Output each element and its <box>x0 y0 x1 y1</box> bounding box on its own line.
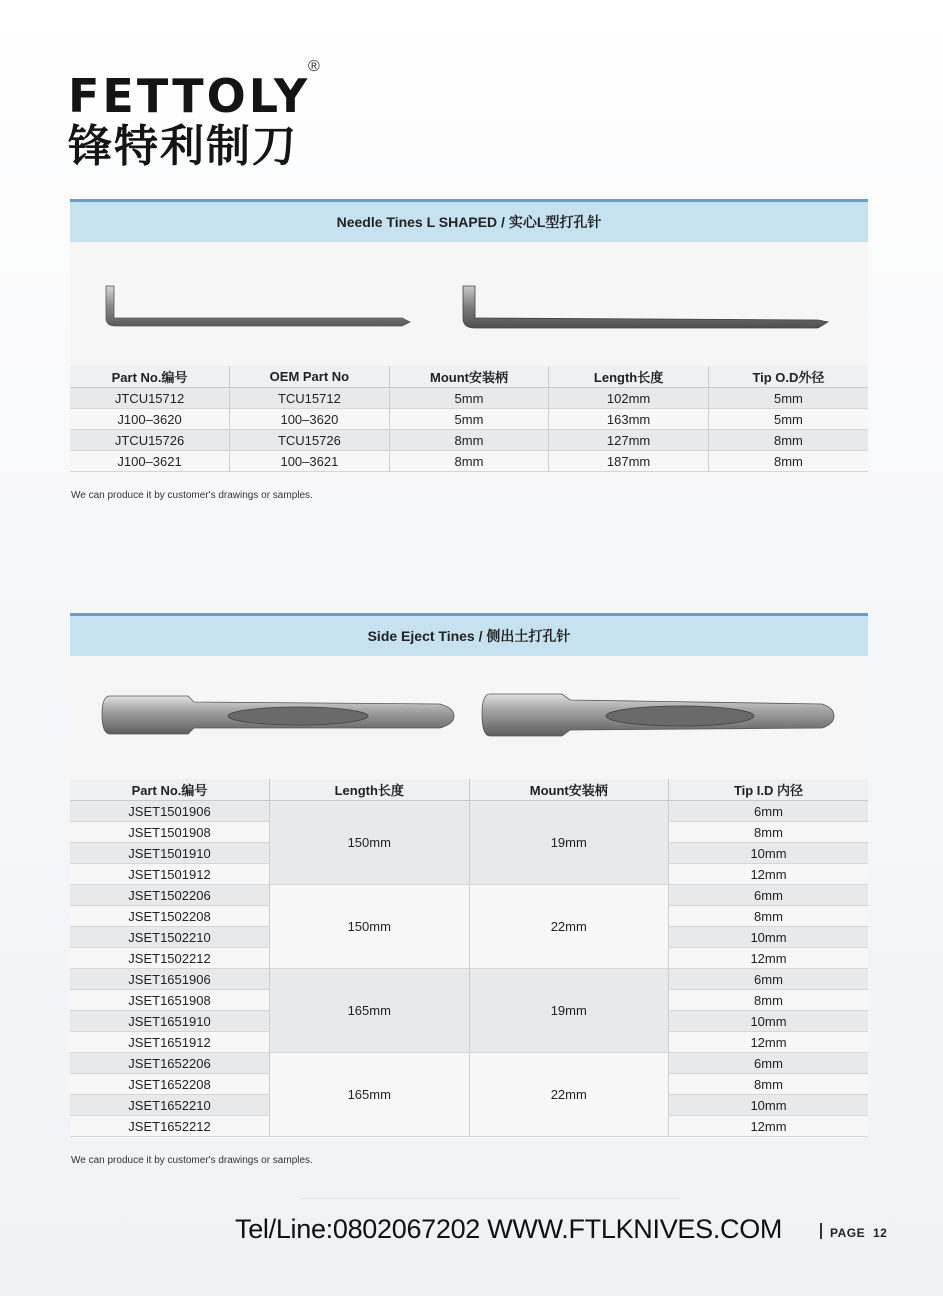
column-header: Tip O.D外径 <box>708 366 868 388</box>
mount-cell: 22mm <box>469 1053 669 1137</box>
column-header: Mount安装柄 <box>469 779 669 801</box>
tip-id-cell: 12mm <box>669 948 869 969</box>
column-header: OEM Part No <box>230 366 390 388</box>
table-cell: 5mm <box>389 409 549 430</box>
tip-id-cell: 6mm <box>669 885 869 906</box>
tip-id-cell: 8mm <box>669 1074 869 1095</box>
side-eject-tine-right <box>482 694 834 736</box>
footer-divider <box>300 1198 680 1199</box>
column-header: Length长度 <box>270 779 470 801</box>
tip-id-cell: 6mm <box>669 969 869 990</box>
tip-id-cell: 6mm <box>669 1053 869 1074</box>
page-label: PAGE <box>830 1226 866 1240</box>
table-cell: 8mm <box>389 430 549 451</box>
table-cell: 5mm <box>389 388 549 409</box>
part-number-cell: JSET1651908 <box>70 990 270 1011</box>
column-header: Part No.编号 <box>70 366 230 388</box>
table-row <box>70 388 868 409</box>
mount-cell: 19mm <box>469 801 669 885</box>
tip-id-cell: 10mm <box>669 1011 869 1032</box>
part-number-cell: JSET1501910 <box>70 843 270 864</box>
page-separator <box>820 1223 822 1239</box>
tip-id-cell: 10mm <box>669 843 869 864</box>
custom-production-note: We can produce it by customer's drawings or samples. <box>71 490 313 501</box>
brand-name-chinese: 锋特利制刀 <box>68 121 298 172</box>
needle-tines-image <box>70 242 868 366</box>
part-number-cell: JSET1501906 <box>70 801 270 822</box>
table-cell: JTCU15712 <box>70 388 230 409</box>
tip-id-cell: 10mm <box>669 1095 869 1116</box>
part-number-cell: JSET1652206 <box>70 1053 270 1074</box>
part-number-cell: JSET1502210 <box>70 927 270 948</box>
table-row <box>70 1053 868 1074</box>
column-header: Part No.编号 <box>70 779 270 801</box>
page-indicator <box>830 1226 887 1240</box>
table-cell: 100–3620 <box>230 409 390 430</box>
part-number-cell: JSET1502212 <box>70 948 270 969</box>
part-number-cell: JSET1651912 <box>70 1032 270 1053</box>
tip-id-cell: 12mm <box>669 864 869 885</box>
length-cell: 165mm <box>270 969 470 1053</box>
contact-line: Tel/Line:0802067202 WWW.FTLKNIVES.COM <box>235 1214 783 1244</box>
table-cell: 187mm <box>549 451 709 472</box>
page-number: 12 <box>872 1226 888 1240</box>
custom-production-note: We can produce it by customer's drawings or samples. <box>71 1155 313 1166</box>
side-eject-tines-section <box>70 613 868 1137</box>
mount-cell: 19mm <box>469 969 669 1053</box>
table-cell: JTCU15726 <box>70 430 230 451</box>
table-cell: 8mm <box>708 451 868 472</box>
tip-id-cell: 8mm <box>669 990 869 1011</box>
table-cell: 5mm <box>708 388 868 409</box>
table-cell: TCU15726 <box>230 430 390 451</box>
section-title: Needle Tines L SHAPED / 实心L型打孔针 <box>70 199 868 242</box>
tip-id-cell: 6mm <box>669 801 869 822</box>
tine-small-shape <box>106 286 410 326</box>
side-eject-illustration <box>70 656 868 779</box>
part-number-cell: JSET1652212 <box>70 1116 270 1137</box>
part-number-cell: JSET1652208 <box>70 1074 270 1095</box>
section-title: Side Eject Tines / 侧出土打孔针 <box>70 613 868 656</box>
column-header: Tip I.D 内径 <box>669 779 869 801</box>
part-number-cell: JSET1501908 <box>70 822 270 843</box>
length-cell: 165mm <box>270 1053 470 1137</box>
table-cell: 5mm <box>708 409 868 430</box>
table-row <box>70 969 868 990</box>
tip-id-cell: 12mm <box>669 1032 869 1053</box>
column-header: Length长度 <box>549 366 709 388</box>
table-cell: J100–3620 <box>70 409 230 430</box>
table-cell: 102mm <box>549 388 709 409</box>
registered-mark: ® <box>308 58 320 75</box>
part-number-cell: JSET1651906 <box>70 969 270 990</box>
part-number-cell: JSET1501912 <box>70 864 270 885</box>
mount-cell: 22mm <box>469 885 669 969</box>
part-number-cell: JSET1502206 <box>70 885 270 906</box>
length-cell: 150mm <box>270 801 470 885</box>
table-row <box>70 409 868 430</box>
tip-id-cell: 8mm <box>669 906 869 927</box>
tip-id-cell: 8mm <box>669 822 869 843</box>
table-row <box>70 430 868 451</box>
needle-tines-section <box>70 199 868 472</box>
table-cell: J100–3621 <box>70 451 230 472</box>
table-cell: 100–3621 <box>230 451 390 472</box>
tip-id-cell: 12mm <box>669 1116 869 1137</box>
table-cell: 8mm <box>389 451 549 472</box>
side-eject-table <box>70 779 868 1137</box>
table-row <box>70 885 868 906</box>
table-row <box>70 451 868 472</box>
side-eject-tine-left <box>102 696 454 734</box>
brand-logo <box>68 58 320 172</box>
needle-tine-illustration <box>70 242 868 366</box>
tip-id-cell: 10mm <box>669 927 869 948</box>
needle-tines-table <box>70 366 868 472</box>
part-number-cell: JSET1502208 <box>70 906 270 927</box>
side-eject-image <box>70 656 868 779</box>
length-cell: 150mm <box>270 885 470 969</box>
table-cell: 163mm <box>549 409 709 430</box>
column-header: Mount安装柄 <box>389 366 549 388</box>
table-row <box>70 801 868 822</box>
table-cell: 8mm <box>708 430 868 451</box>
tine-large-shape <box>463 286 828 328</box>
part-number-cell: JSET1652210 <box>70 1095 270 1116</box>
brand-name: FETTOLY <box>68 69 311 123</box>
table-cell: TCU15712 <box>230 388 390 409</box>
table-cell: 127mm <box>549 430 709 451</box>
part-number-cell: JSET1651910 <box>70 1011 270 1032</box>
